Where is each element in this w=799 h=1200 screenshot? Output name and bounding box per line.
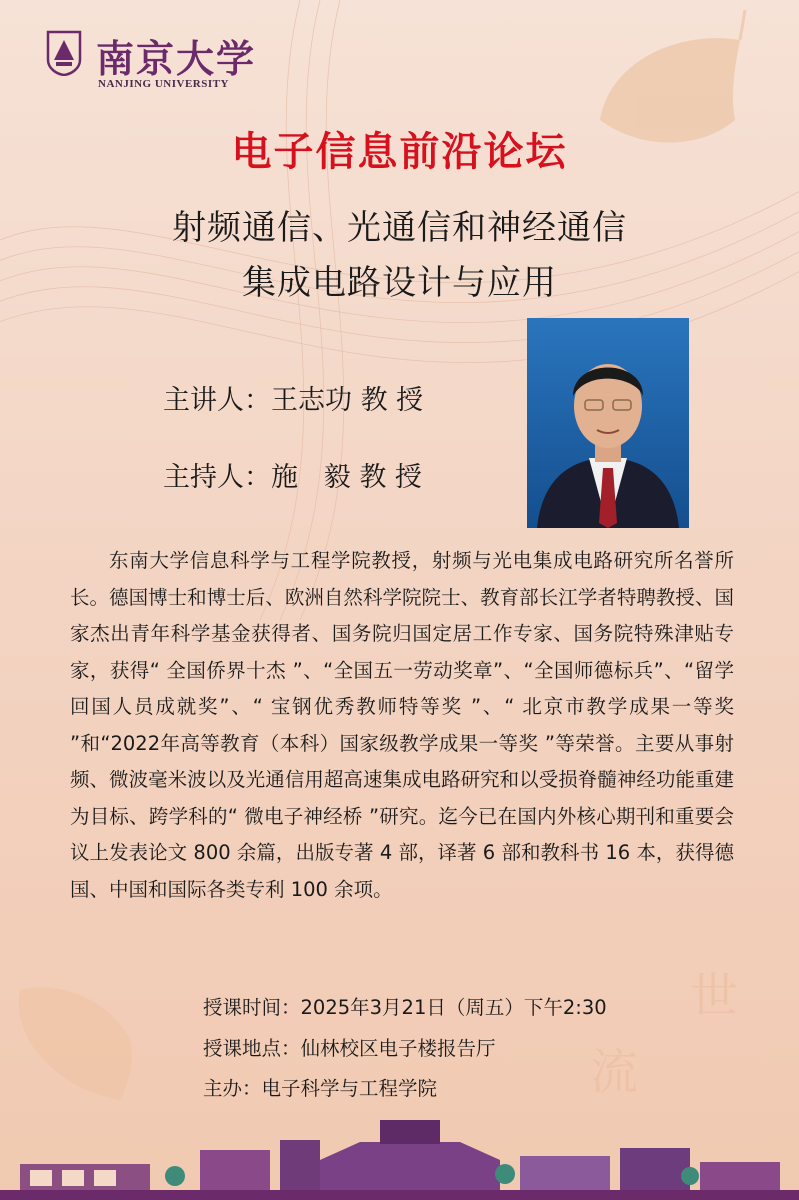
host: 主持人：施 毅 教 授 [163,462,422,493]
speaker: 主讲人：王志功 教 授 [163,385,424,416]
lecture-place: 授课地点：仙林校区电子楼报告厅 [203,1037,496,1060]
watermark-char: 流 [590,1044,639,1100]
university-logo [44,22,264,92]
event-title: 电子信息前沿论坛 [231,129,568,175]
campus-skyline-icon [0,1120,799,1200]
speaker-biography: 东南大学信息科学与工程学院教授，射频与光电集成电路研究所名誉所长。德国博士和博士后、欧洲自然科学院院士、教育部长江学者特聘教授、国家杰出青年科学基金获得者、国务院归国定居工作专家、国务院特殊津贴专家，获得“ 全国侨界十杰 ”、“全国五一劳动奖章”、“全国师德标兵”、“留学回国人员成就奖”、“ 宝钢优秀教师特等奖 ”、“ 北京市教学成果一等奖 ”和“2022年高等教育（本科）国家级教学成果一等奖 ”等荣誉。主要从事射频、微波毫米波以及光通信用超高速集成电路研究和以受损脊髓神经功能重建为目标、跨学科的“ 微电子神经桥 ”研究。迄今已在国内外核心期刊和重要会议上发表论文 800 余篇，出版专著 4 部，译著 6 部和教科书 16 本，获得德国、中国和国际各类专利 100 余项。 [70,549,734,901]
organizer: 主办：电子科学与工程学院 [203,1077,438,1100]
university-name-en: NANJING UNIVERSITY [98,78,229,90]
lecture-time: 授课时间：2025年3月21日（周五）下午2:30 [203,996,607,1019]
speaker-photo [527,318,689,528]
watermark-char: 世 [690,968,739,1024]
event-subtitle-line1: 射频通信、光通信和神经通信 [172,208,627,248]
university-seal-icon [44,30,84,76]
event-subtitle-line2: 集成电路设计与应用 [242,263,557,303]
university-name-cn: 南京大学 [96,36,257,81]
